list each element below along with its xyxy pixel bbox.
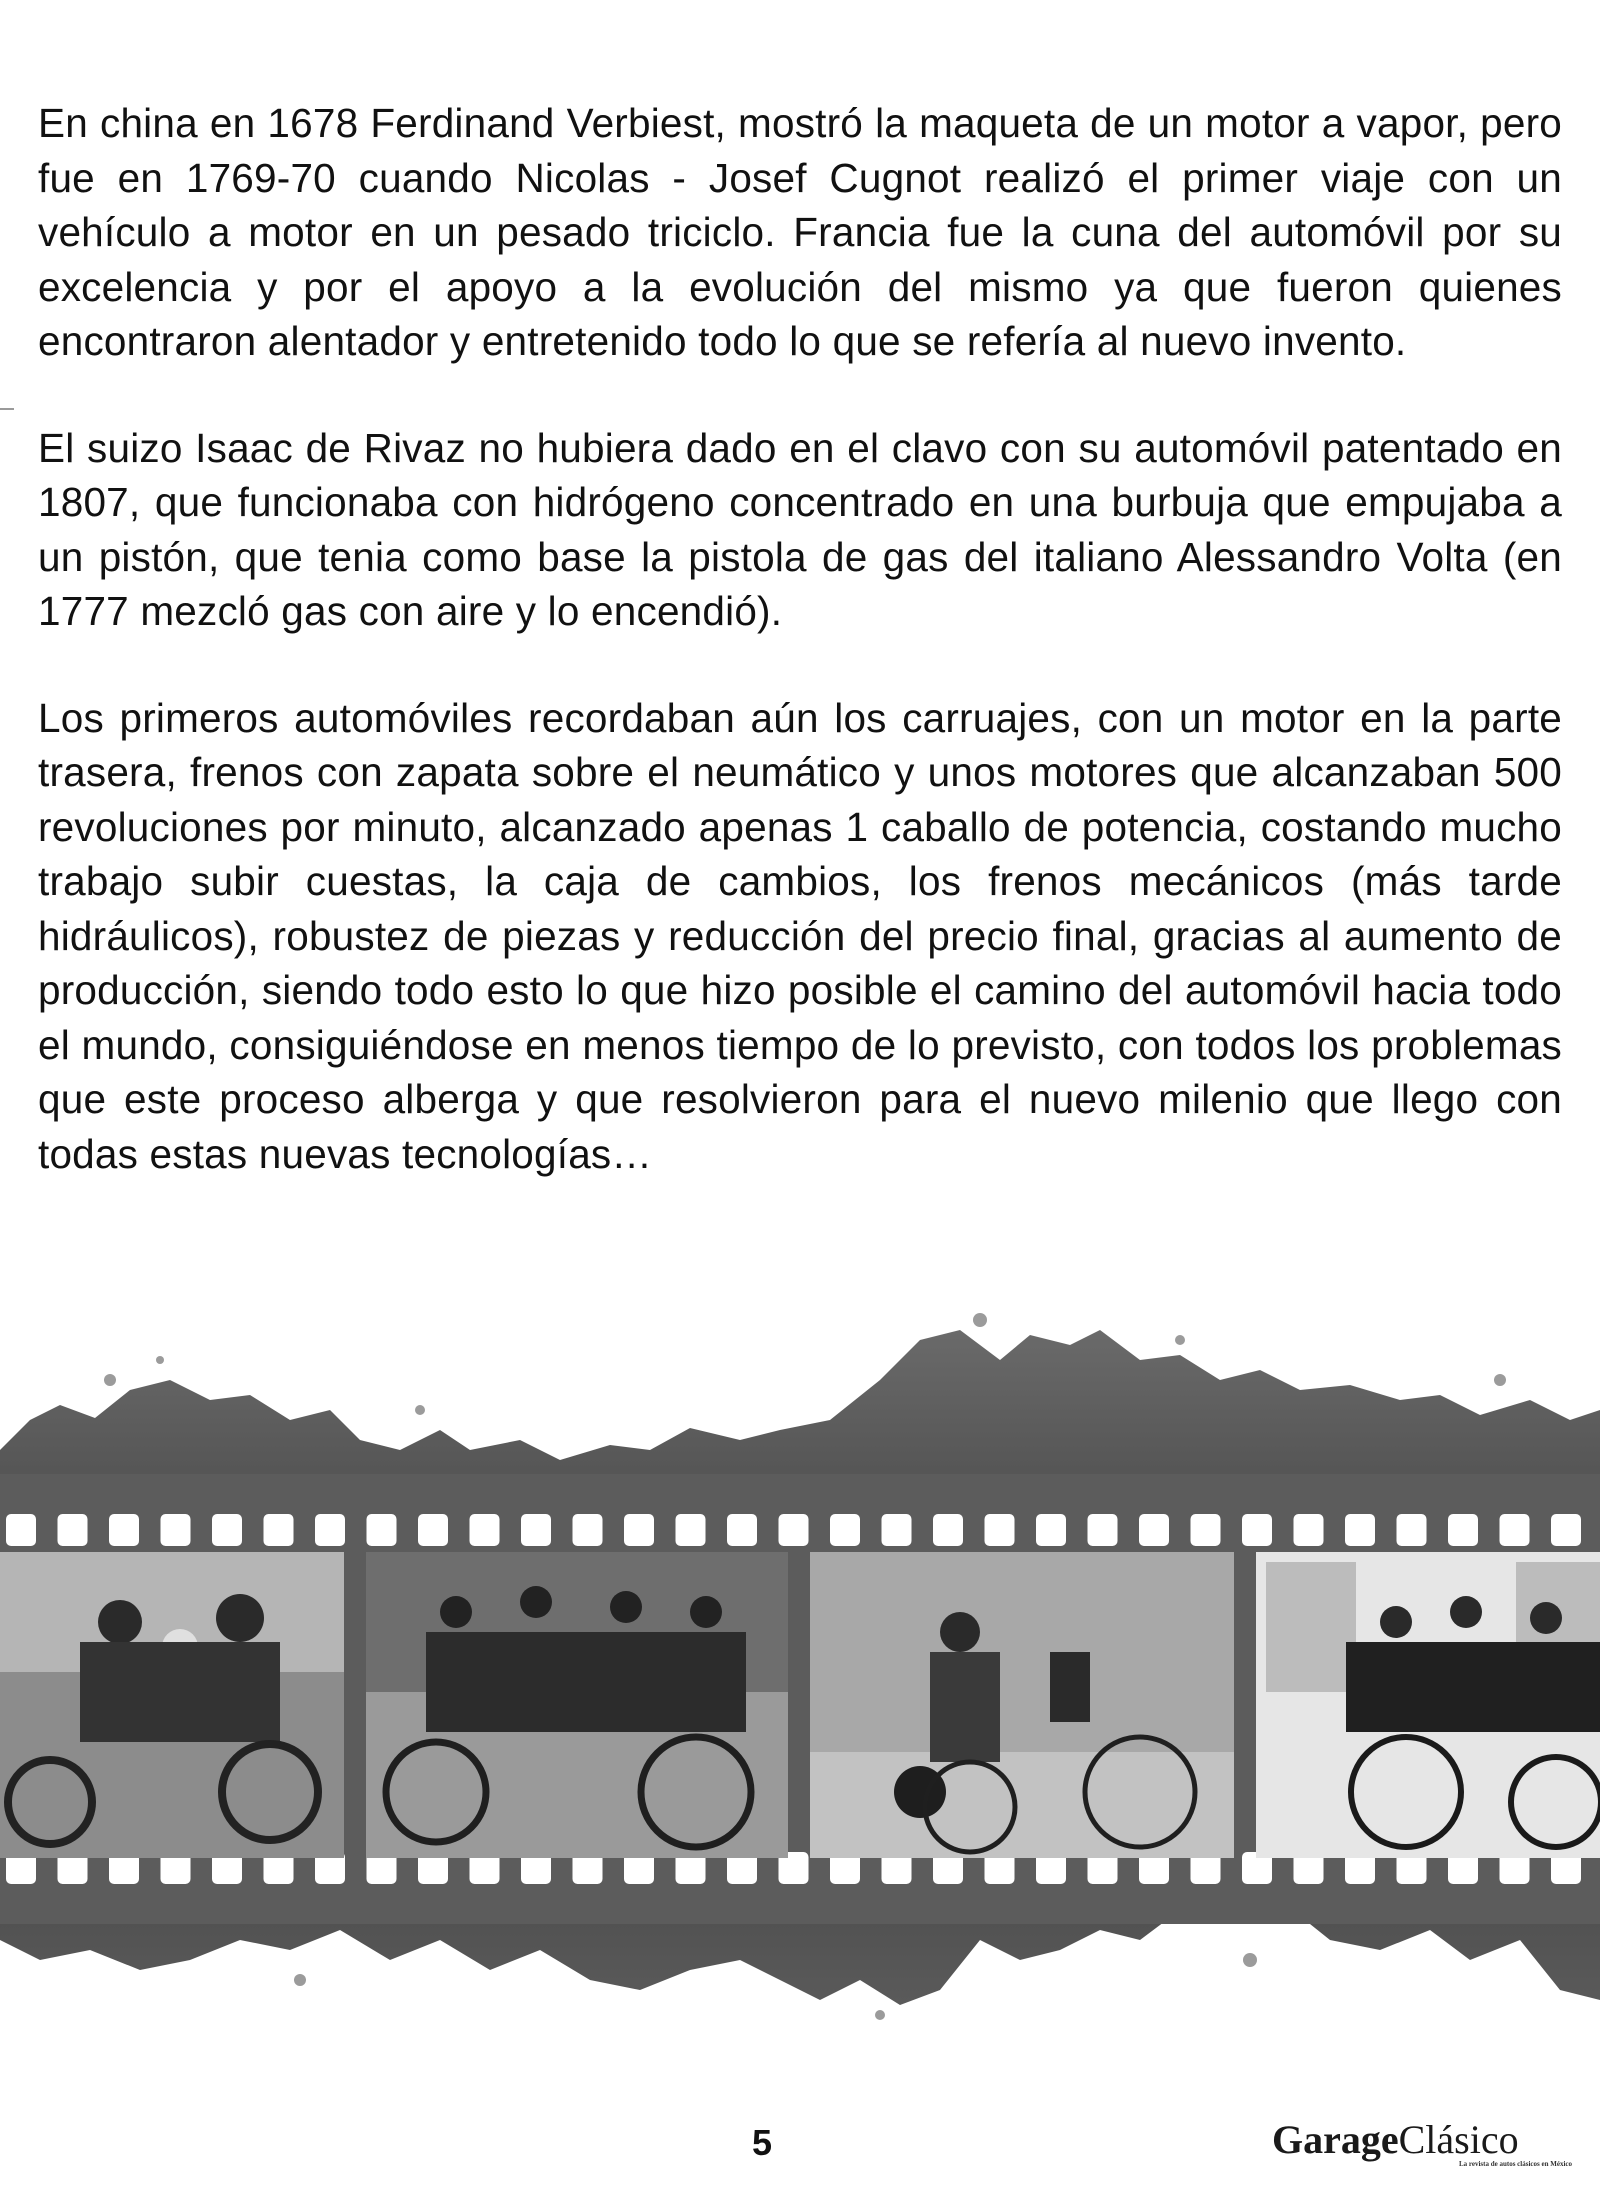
paragraph-1: En china en 1678 Ferdinand Verbiest, mostró la maqueta de un motor a vapor, pero fue en 1769-70 cuando Nicolas - Josef Cugnot realizó el primer viaje con un vehículo a motor en un pesado triciclo. Francia fue la cuna del automóvil por su excelencia y por el apoyo a la evolución del mismo ya que fueron quienes encontraron alentador y entretenido todo lo que se refería al nuevo invento. xyxy=(38,100,1562,364)
film-sprocket-hole xyxy=(1294,1514,1324,1546)
film-sprocket-hole xyxy=(470,1514,500,1546)
photo-men-in-horseless-carriage xyxy=(366,1552,788,1858)
film-sprocket-hole xyxy=(727,1514,757,1546)
photo-family-in-early-car xyxy=(0,1552,344,1858)
film-sprocket-hole xyxy=(1088,1514,1118,1546)
film-sprocket-hole xyxy=(985,1514,1015,1546)
film-sprocket-hole xyxy=(212,1514,242,1546)
film-sprocket-hole xyxy=(315,1514,345,1546)
photo-passengers-in-motor-carriage xyxy=(1256,1552,1600,1858)
film-sprocket-hole xyxy=(161,1514,191,1546)
film-sprocket-hole xyxy=(6,1514,36,1546)
film-sprocket-hole xyxy=(521,1514,551,1546)
film-sprocket-hole xyxy=(779,1514,809,1546)
margin-mark xyxy=(0,408,14,410)
film-sprocket-hole xyxy=(933,1514,963,1546)
film-sprocket-hole xyxy=(1397,1514,1427,1546)
logo-word-bold: Garage xyxy=(1272,2117,1399,2162)
film-sprocket-hole xyxy=(367,1514,397,1546)
film-sprocket-hole xyxy=(1139,1514,1169,1546)
logo-word-regular: Clásico xyxy=(1398,2117,1519,2162)
film-sprocket-hole xyxy=(624,1514,654,1546)
paragraph-3: Los primeros automóviles recordaban aún los carruajes, con un motor en la parte trasera, frenos con zapata sobre el neumático y unos motores que alcanzaban 500 revoluciones por minuto, alcanzado apenas 1 caballo de potencia, costando mucho trabajo subir cuestas, la caja de cambios, los frenos mecánicos (más tarde hidráulicos), robustez de piezas y reducción del precio final, gracias al aumento de producción, siendo todo esto lo que hizo posible el camino del automóvil hacia todo el mundo, consiguiéndose en menos tiempo de lo previsto, con todos los problemas que este proceso alberga y que resolvieron para el nuevo milenio que llego con todas estas nuevas tecnologías… xyxy=(38,694,1562,1177)
film-sprocket-hole xyxy=(1448,1514,1478,1546)
page-number: 5 xyxy=(752,2122,773,2163)
film-sprocket-hole xyxy=(418,1514,448,1546)
garage-clasico-logo xyxy=(1272,2118,1572,2178)
film-sprocket-hole xyxy=(1191,1514,1221,1546)
film-sprocket-hole xyxy=(573,1514,603,1546)
film-sprocket-hole xyxy=(882,1514,912,1546)
article-body xyxy=(38,96,1562,1233)
film-sprocket-hole xyxy=(830,1514,860,1546)
film-sprocket-hole xyxy=(1242,1514,1272,1546)
film-sprocket-hole xyxy=(109,1514,139,1546)
paragraph-2: El suizo Isaac de Rivaz no hubiera dado en el clavo con su automóvil patentado en 1807, que funcionaba con hidrógeno concentrado en una burbuja que empujaba a un pistón, que tenia como base la pistola de gas del italiano Alessandro Volta (en 1777 mezcló gas con aire y lo encendió). xyxy=(38,424,1562,634)
film-sprocket-hole xyxy=(676,1514,706,1546)
film-sprocket-hole xyxy=(58,1514,88,1546)
film-sprocket-hole xyxy=(1036,1514,1066,1546)
film-sprocket-hole xyxy=(1345,1514,1375,1546)
photo-man-on-motor-tricycle xyxy=(810,1552,1234,1858)
film-sprocket-hole xyxy=(264,1514,294,1546)
film-sprocket-hole xyxy=(1551,1514,1581,1546)
logo-tagline: La revista de autos clásicos en México xyxy=(1458,2160,1572,2168)
film-sprocket-hole xyxy=(1500,1514,1530,1546)
